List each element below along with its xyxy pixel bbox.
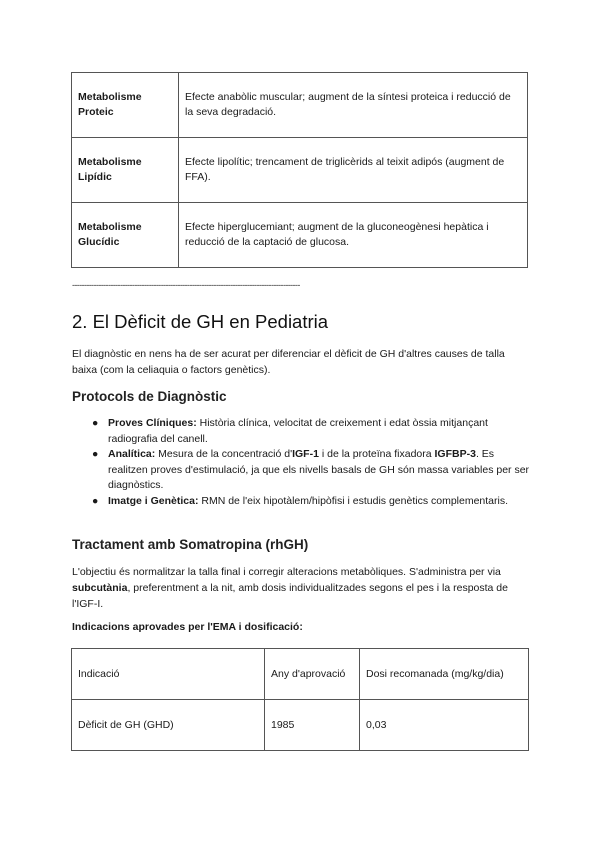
protocols-list: [92, 416, 530, 509]
bullet-icon: ●: [92, 494, 99, 507]
bullet-icon: ●: [92, 417, 99, 429]
table-header-row: [72, 649, 529, 700]
row-description: Efecte hiperglucemiant; augment de la gluconeogènesi hepàtica i reducció de la captació de glucosa.: [179, 203, 528, 268]
row-description: Efecte anabòlic muscular; augment de la síntesi proteica i reducció de la seva degradació.: [179, 73, 528, 138]
column-header: Any d'aprovació: [265, 649, 360, 700]
table-row: [72, 203, 528, 268]
list-item: [92, 416, 530, 447]
table-cell: Dèficit de GH (GHD): [72, 700, 265, 751]
indications-table: [71, 648, 529, 751]
item-text: Història clínica, velocitat de creixement i edat òssia mitjançant radiografia del canell.: [108, 417, 488, 445]
column-header: Indicació: [72, 649, 265, 700]
list-item: [92, 494, 530, 510]
item-text: RMN de l'eix hipotàlem/hipòfisi i estudis genètics complementaris.: [198, 494, 509, 507]
item-text: Mesura de la concentració d': [155, 448, 293, 460]
list-item: [92, 447, 530, 494]
separator-line: -----------------------------------------------------------------------------------------------: [72, 280, 300, 290]
metabolism-table: [71, 72, 528, 268]
item-label: Proves Clíniques:: [108, 417, 197, 429]
item-label: Analítica:: [108, 448, 156, 460]
paragraph-text: , preferentment a la nit, amb dosis individualitzades segons el pes i la resposta de l'IGF-I.: [72, 582, 508, 610]
treatment-paragraph: [72, 564, 530, 612]
table-row: [72, 700, 529, 751]
table-cell: 0,03: [360, 700, 529, 751]
column-header: Dosi recomanada (mg/kg/dia): [360, 649, 529, 700]
paragraph-term: subcutània: [72, 582, 128, 594]
table-row: [72, 138, 528, 203]
item-text: . Es realitzen proves d'estimulació, ja que els nivells basals de GH són massa variables per ser diagnòstics.: [108, 448, 530, 491]
item-term: IGF-1: [292, 448, 319, 460]
protocols-heading: Protocols de Diagnòstic: [72, 389, 227, 404]
table-cell: 1985: [265, 700, 360, 751]
treatment-heading: Tractament amb Somatropina (rhGH): [72, 537, 309, 552]
table-row: [72, 73, 528, 138]
row-label: Metabolisme Lipídic: [72, 138, 179, 203]
section-title: 2. El Dèficit de GH en Pediatria: [72, 311, 329, 332]
item-term: IGFBP-3: [434, 448, 476, 460]
row-label: Metabolisme Proteic: [72, 73, 179, 138]
indications-label: Indicacions aprovades per l'EMA i dosificació:: [72, 621, 303, 633]
paragraph-text: L'objectiu és normalitzar la talla final i corregir alteracions metabòliques. S'administra per via: [72, 566, 501, 578]
row-description: Efecte lipolític; trencament de triglicèrids al teixit adipós (augment de FFA).: [179, 138, 528, 203]
row-label: Metabolisme Glucídic: [72, 203, 179, 268]
item-label: Imatge i Genètica:: [108, 494, 199, 507]
bullet-icon: ●: [92, 448, 99, 460]
item-text: i de la proteïna fixadora: [318, 448, 435, 460]
intro-paragraph: El diagnòstic en nens ha de ser acurat per diferenciar el dèficit de GH d'altres causes de talla baixa (com la celiaquia o factors genètics).: [72, 348, 505, 376]
